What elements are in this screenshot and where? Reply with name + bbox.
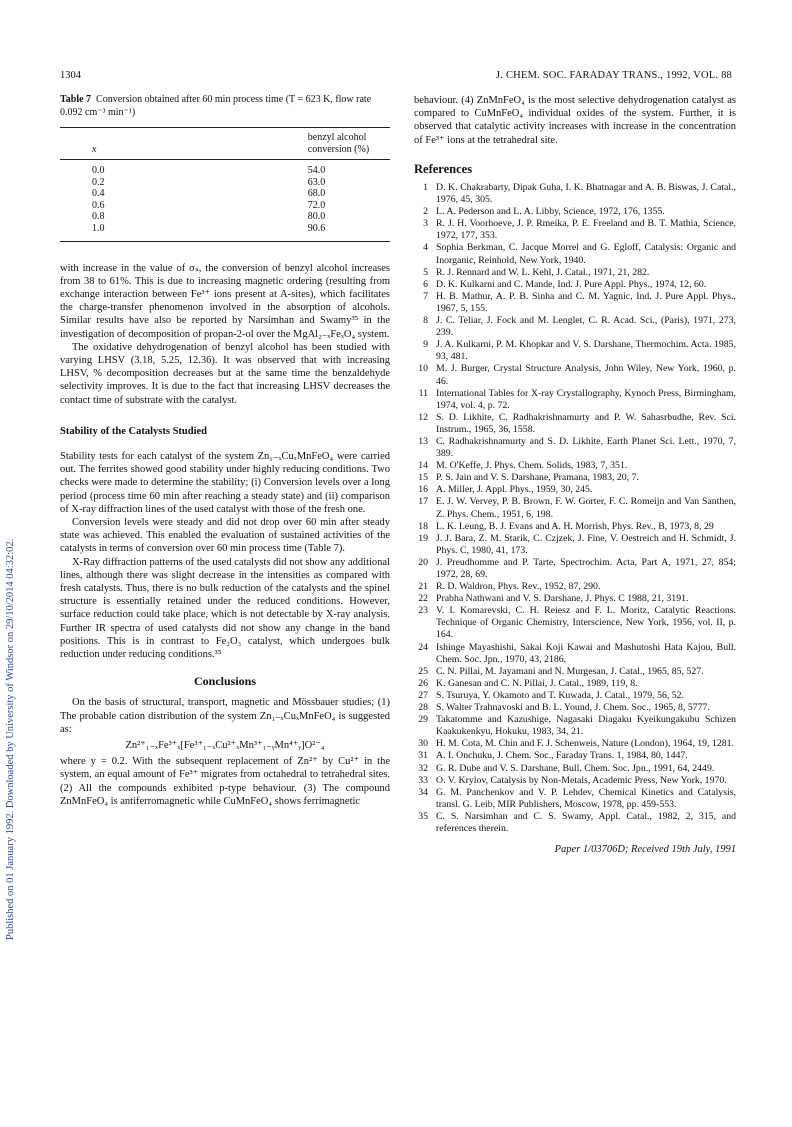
reference-item	[414, 242, 736, 266]
reference-number: 28	[418, 702, 428, 714]
journal-running-head: J. CHEM. SOC. FARADAY TRANS., 1992, VOL. 88	[496, 70, 732, 81]
download-watermark: Published on 01 January 1992. Downloaded by University of Windsor on 29/10/2014 04:32:02.	[5, 538, 16, 940]
reference-item	[414, 593, 736, 605]
reference-item	[414, 690, 736, 702]
reference-text: International Tables for X-ray Crystallography, Kynoch Press, Birmingham, 1974, vol. 4, p. 72.	[436, 387, 736, 411]
reference-item	[414, 472, 736, 484]
body-paragraph: The oxidative dehydrogenation of benzyl alcohol has been studied with varying LHSV (3.18, 5.25, 12.36). It was observed that with increasing LHSV, % decomposition decreases but at the same time the benzaldehyde selectivity improves. It is due to the fact that increasing LHSV decreases the contact time of substrate with the catalyst.	[60, 341, 390, 406]
reference-text: R. J. Rennard and W. L. Kehl, J. Catal., 1971, 21, 282.	[436, 266, 650, 278]
reference-number: 4	[423, 242, 428, 254]
reference-text: S. D. Likhite, C. Radhakrishnamurty and P. W. Sahasrbudhe, Rev. Sci. Instrum., 1965, 36, 1558.	[436, 411, 736, 435]
reference-number: 29	[418, 714, 428, 726]
reference-number: 14	[418, 460, 428, 472]
reference-item	[414, 811, 736, 835]
body-paragraph: On the basis of structural, transport, magnetic and Mössbauer studies; (1) The probable cation distribution of the system Zn₁₋ₓCuₓMnFeO₄ is suggested as:	[60, 697, 390, 735]
reference-number: 10	[418, 363, 428, 375]
reference-number: 21	[418, 581, 428, 593]
reference-number: 3	[423, 218, 428, 230]
reference-text: M. O'Keffe, J. Phys. Chem. Solids, 1983, 7, 351.	[436, 460, 628, 472]
reference-number: 6	[423, 278, 428, 290]
reference-number: 22	[418, 593, 428, 605]
reference-number: 27	[418, 689, 428, 701]
reference-item	[414, 533, 736, 557]
reference-item	[414, 182, 736, 206]
reference-number: 30	[418, 738, 428, 750]
reference-text: C. Radhakrishnamurty and S. D. Likhite, Earth Planet Sci. Lett., 1970, 7, 389.	[436, 435, 736, 460]
table-row: 0.2 63.0	[92, 176, 326, 188]
body-paragraph: where y = 0.2. With the subsequent replacement of Zn²⁺ by Cu²⁺ in the system, an equal amount of Fe³⁺ migrates from octahedral to tetrahedral sites. (2) All the compounds exhibited p-type behaviour. (3) The compound ZnMnFeO₄ is antiferromagnetic while CuMnFeO₄ shows ferrimagnetic	[60, 756, 390, 807]
reference-item	[414, 279, 736, 291]
reference-item	[414, 363, 736, 387]
reference-item	[414, 339, 736, 363]
page-header	[60, 70, 732, 86]
reference-text: J. Preudhomme and P. Tarte, Spectrochim. Acta, Part A, 1971, 27, 854; 1972, 28, 69.	[436, 556, 736, 581]
reference-item	[414, 521, 736, 533]
column-header-conversion: benzyl alcohol conversion (%)	[307, 132, 370, 155]
reference-text: V. I. Komarevski, C. H. Reiesz and F. L. Moritz, Catalytic Reactions. Technique of Organic Chemistry, Interscience, New York, 1956, vol. II, p. 164.	[436, 605, 736, 641]
right-column	[414, 94, 736, 856]
page-number: 1304	[60, 70, 81, 81]
reference-number: 7	[423, 290, 428, 302]
reference-item	[414, 291, 736, 315]
reference-number: 34	[418, 786, 428, 798]
reference-number: 8	[423, 315, 428, 327]
reference-text: M. J. Burger, Crystal Structure Analysis, John Wiley, New York, 1960, p. 46.	[436, 363, 736, 387]
column-header-x: x	[92, 144, 97, 155]
reference-text: J. A. Kulkarni, P. M. Khopkar and V. S. Darshane, Thermochim. Acta. 1985, 93, 481.	[436, 339, 736, 363]
reference-number: 17	[418, 496, 428, 508]
reference-item	[414, 750, 736, 762]
body-paragraph: X-Ray diffraction patterns of the used catalysts did not show any additional lines, although there was slight decrease in the intensities as compared with fresh catalysts. Thus, there is no bulk reduction of the catalysts and the spinel structure is essentially retained under the reduced conditions. However, surface reduction could take place, which is not detectable by X-ray analysis. Further IR spectra of used catalysts did not show any change in the band positions. This is in contrast to Fe₂O₃ catalyst, which undergoes bulk reduction under reducing conditions.³⁵	[60, 556, 390, 661]
reference-text: Takatomme and Kazushige, Nagasaki Diagaku Kyeikungakubu Schizen Kaakukenkyu, Hokuku, 1983, 34, 21.	[436, 714, 736, 738]
reference-number: 32	[418, 762, 428, 774]
reference-number: 16	[418, 484, 428, 496]
reference-number: 15	[418, 472, 428, 484]
table-label: Table 7	[60, 94, 92, 105]
cation-distribution-equation: Zn²⁺₁₋ₓFe³⁺ₓ[Fe³⁺₁₋ₓCu²⁺ₓMn³⁺₁₋ᵧMn⁴⁺ᵧ]O²⁻₄	[125, 740, 325, 752]
reference-number: 1	[423, 182, 428, 194]
reference-item	[414, 315, 736, 339]
reference-text: H. B. Mathur, A. P. B. Sinha and C. M. Yagnic, Ind. J. Pure Appl. Phys., 1967, 5, 155.	[436, 290, 736, 314]
table-caption	[60, 94, 390, 119]
reference-item	[414, 738, 736, 750]
left-column	[60, 94, 390, 808]
reference-item	[414, 678, 736, 690]
reference-number: 2	[423, 206, 428, 218]
reference-item	[414, 388, 736, 412]
conversion-table	[60, 127, 390, 242]
reference-item	[414, 775, 736, 787]
reference-text: R. D. Waldron, Phys. Rev., 1952, 87, 290.	[436, 581, 601, 593]
reference-text: J. J. Bara, Z. M. Starik, C. Czjzek, J. Fine, V. Oestreich and H. Schmidt, J. Phys. C, 1980, 41, 173.	[436, 532, 736, 556]
table-row: 0.0 54.0	[92, 165, 326, 176]
reference-number: 5	[423, 266, 428, 278]
reference-text: P. S. Jain and V. S. Darshane, Pramana, 1983, 20, 7.	[436, 472, 639, 484]
table-caption-text: Conversion obtained after 60 min process time (T = 623 K, flow rate 0.092 cm⁻³ min⁻¹)	[60, 94, 372, 118]
body-paragraph: Conversion levels were steady and did not drop over 60 min after steady state was achieved. This enabled the evaluation of sustained activities of the catalysts in terms of conversion over 60 min process time (Table 7).	[60, 517, 390, 555]
reference-item	[414, 642, 736, 666]
reference-text: H. M. Cota, M. Chin and F. J. Schenweis, Nature (London), 1964, 19, 1281.	[436, 738, 734, 750]
reference-text: R. J. H. Voorhoeve, J. P. Rmeika, P. E. Freeland and B. T. Mathia, Science, 1972, 177, 353.	[436, 218, 736, 242]
reference-item	[414, 581, 736, 593]
reference-text: O. V. Krylov, Catalysis by Non-Metals, Academic Press, New York, 1970.	[436, 774, 727, 786]
reference-text: L. K. Leung, B. J. Evans and A. H. Morrish, Phys. Rev., B, 1973, 8, 29	[436, 520, 714, 532]
reference-text: Ishinge Mayashishi, Sakai Koji Kawai and Mashutoshi Hata Kajou, Bull. Chem. Soc. Jpn., 1970, 43, 2186.	[436, 641, 736, 665]
reference-number: 9	[423, 339, 428, 351]
body-paragraph: Stability tests for each catalyst of the system Zn₁₋ₓCuₓMnFeO₄ were carried out. The ferrites showed good stability under highly reducing conditions. Two checks were made to determine the stability; (i) Conversion levels over a long period (process time 60 min after reaching a steady state) and (ii) comparison of X-ray diffraction lines of the used catalyst with those of the fresh one.	[60, 451, 390, 515]
reference-item	[414, 206, 736, 218]
reference-item	[414, 484, 736, 496]
section-heading-stability: Stability of the Catalysts Studied	[60, 425, 208, 437]
reference-text: Prabha Nathwani and V. S. Darshane, J. Phys. C 1988, 21, 3191.	[436, 593, 689, 605]
reference-text: D. K. Chakrabarty, Dipak Guha, I. K. Bhatnagar and A. B. Biswas, J. Catal., 1976, 45, 305.	[436, 182, 736, 206]
reference-number: 26	[418, 677, 428, 689]
reference-text: A. Miller, J. Appl. Phys., 1959, 30, 245.	[436, 484, 593, 496]
reference-item	[414, 218, 736, 242]
reference-item	[414, 267, 736, 279]
reference-item	[414, 436, 736, 460]
reference-number: 25	[418, 665, 428, 677]
reference-text: C. N. Pillai, M. Jayamani and N. Murgesan, J. Catal., 1965, 85, 527.	[436, 665, 704, 677]
reference-item	[414, 460, 736, 472]
reference-item	[414, 787, 736, 811]
reference-number: 12	[418, 411, 428, 423]
reference-number: 35	[418, 810, 428, 822]
references-list	[414, 182, 736, 835]
reference-text: Sophia Berkman, C. Jacque Morrel and G. Egloff, Catalysis: Organic and Inorganic, Reinhold, New York, 1940.	[436, 242, 736, 266]
reference-text: J. C. Teliar, J. Fock and M. Lenglet, C. R. Acad. Sci., (Paris), 1971, 273, 239.	[436, 315, 736, 339]
reference-number: 33	[418, 774, 428, 786]
references-heading: References	[414, 161, 473, 176]
reference-number: 20	[418, 556, 428, 568]
table-row: 0.4 68.0	[92, 188, 326, 200]
reference-item	[414, 702, 736, 714]
received-line: Paper 1/03706D; Received 19th July, 1991	[554, 844, 736, 856]
table-row: 0.6 72.0	[92, 199, 326, 211]
reference-number: 31	[418, 750, 428, 762]
reference-item	[414, 496, 736, 520]
reference-item	[414, 763, 736, 775]
reference-text: D. K. Kulkarni and C. Mande, Ind. J. Pure Appl. Phys., 1974, 12, 60.	[436, 278, 707, 290]
reference-item	[414, 605, 736, 641]
reference-number: 18	[418, 520, 428, 532]
reference-text: G. M. Panchenkov and V. P. Lehdev, Chemical Kinetics and Catalysis, transl. G. Leib, MIR Publishers, Moscow, 1978, pp. 459-553.	[436, 786, 736, 810]
reference-number: 23	[418, 605, 428, 617]
reference-number: 19	[418, 532, 428, 544]
reference-text: L. A. Pederson and L. A. Libby, Science, 1972, 176, 1355.	[436, 206, 665, 218]
reference-text: G. R. Dube and V. S. Darshane, Bull. Chem. Soc. Jpn., 1991, 64, 2449.	[436, 762, 715, 774]
body-paragraph: with increase in the value of σₛ, the conversion of benzyl alcohol increases from 38 to 61%. This is due to increasing magnetic ordering (resulting from exchange interaction between Fe³⁺ ions present at A-sites), which facilitates the charge-transfer phenomenon involved in the absorption of alcohols. Similar results have also be reported by Narsimhan and Swamy³⁵ in the investigation of decomposition of propan-2-ol over the MgAl₂₋ₓFeₓO₄ system.	[60, 262, 390, 340]
reference-text: S. Walter Trahnavoski and B. L. Yound, J. Chem. Soc., 1965, 8, 5777.	[436, 702, 710, 714]
reference-item	[414, 557, 736, 581]
reference-item	[414, 666, 736, 678]
reference-text: C. S. Narsimhan and C. S. Swamy, Appl. Catal., 1982, 2, 315, and references therein.	[436, 810, 736, 834]
body-paragraph: behaviour. (4) ZnMnFeO₄ is the most selective dehydrogenation catalyst as compared to CuMnFeO₄ individual oxides of the system. Further, it is observed that catalytic activity increases with increase in the concentration of Fe³⁺ ions at the tetrahedral site.	[414, 95, 736, 146]
reference-item	[414, 412, 736, 436]
reference-text: A. I. Onchuku, J. Chem. Soc., Faraday Trans. 1, 1984, 80, 1447.	[436, 750, 688, 762]
reference-text: K. Ganesan and C. N. Pillai, J. Catal., 1989, 119, 8.	[436, 677, 638, 689]
reference-number: 11	[418, 387, 428, 399]
reference-item	[414, 714, 736, 738]
reference-text: E. J. W. Vervey, P. B. Brown, F. W. Gorter, F. C. Romeijn and Van Santhen, Z. Phys. Chem., 1951, 6, 198.	[436, 496, 736, 520]
reference-number: 24	[418, 641, 428, 653]
reference-text: S. Tsuruya, Y. Okamoto and T. Kuwada, J. Catal., 1979, 56, 52.	[436, 689, 685, 701]
table-row: 0.8 80.0	[92, 211, 326, 223]
reference-number: 13	[418, 435, 428, 447]
section-heading-conclusions: Conclusions	[193, 674, 257, 689]
table-row: 1.0 90.6	[92, 222, 326, 234]
